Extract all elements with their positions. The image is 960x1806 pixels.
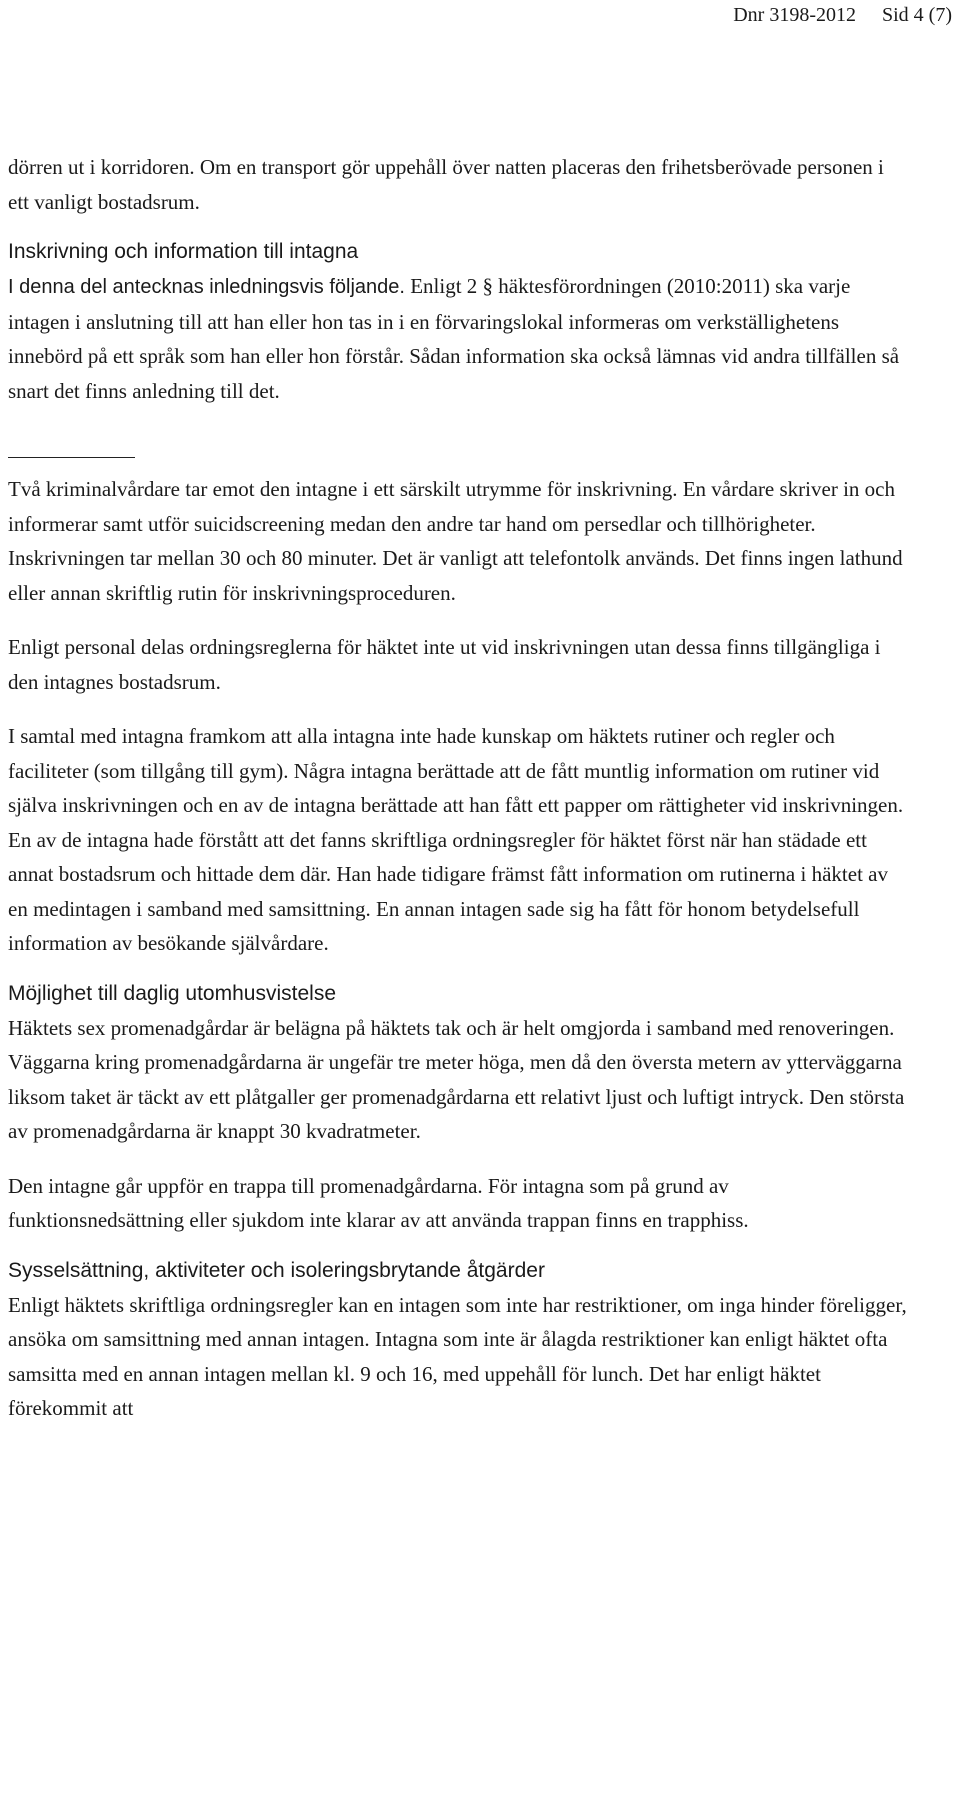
- document-body: [8, 150, 908, 1426]
- intro-paragraph: dörren ut i korridoren. Om en transport gör uppehåll över natten placeras den frihetsberövade personen i ett vanligt bostadsrum.: [8, 155, 884, 214]
- section-heading-inskrivning: Inskrivning och information till intagna: [8, 240, 359, 263]
- body-paragraph-promenadgardar: Häktets sex promenadgårdar är belägna på häktets tak och är helt omgjorda i samband med renoveringen. Väggarna kring promenadgårdarna är ungefär tre meter höga, men då den översta metern av ytterväggarna liksom taket är täckt av ett plåtgaller ger promenadgårdarna ett relativt ljust och luftigt intryck. Den största av promenadgårdarna är knappt 30 kvadratmeter.: [8, 1015, 905, 1143]
- body-paragraph-trapphiss: Den intagne går uppför en trappa till promenadgårdarna. För intagna som på grund av funktionsnedsättning eller sjukdom inte klarar av att använda trappan finns en trapphiss.: [8, 1173, 749, 1232]
- inskrivning-lead: I denna del antecknas inledningsvis följande.: [8, 276, 405, 298]
- body-paragraph-inskrivning-process: Två kriminalvårdare tar emot den intagne i ett särskilt utrymme för inskrivning. En vårdare skriver in och informerar samt utför suicidscreening medan den andre tar hand om persedlar och tillhörigheter. Inskrivningen tar mellan 30 och 80 minuter. Det är vanligt att telefontolk används. Det finns ingen lathund eller annan skriftlig rutin för inskrivningsproceduren.: [8, 477, 903, 605]
- diary-number: Dnr 3198-2012: [733, 4, 856, 26]
- section-heading-utomhusvistelse: Möjlighet till daglig utomhusvistelse: [8, 981, 336, 1005]
- body-paragraph-samsittning: Enligt häktets skriftliga ordningsregler kan en intagen som inte har restriktioner, om inga hinder föreligger, ansöka om samsittning med annan intagen. Intagna som inte är ålagda restriktioner kan enligt häktet ofta samsitta med en annan intagen mellan kl. 9 och 16, med uppehåll för lunch. Det har enligt häktet förekommit att: [8, 1292, 907, 1420]
- section-heading-sysselsattning: Sysselsättning, aktiviteter och isoleringsbrytande åtgärder: [8, 1258, 545, 1282]
- body-paragraph-ordningsregler: Enligt personal delas ordningsreglerna för häktet inte ut vid inskrivningen utan dessa finns tillgängliga i den intagnes bostadsrum.: [8, 635, 881, 694]
- inskrivning-legal-paragraph: [8, 269, 908, 408]
- inskrivning-legal-text: Enligt 2 § häktesförordningen (2010:2011) ska varje intagen i anslutning till att han eller hon tas in i en förvaringslokal informeras om verkställighetens innebörd på ett språk som han eller hon förstår. Sådan information ska också lämnas vid andra tillfällen så snart det finns anledning till det.: [8, 274, 900, 403]
- page-number: Sid 4 (7): [882, 4, 952, 26]
- body-paragraph-samtal: I samtal med intagna framkom att alla intagna inte hade kunskap om häktets rutiner och regler och faciliteter (som tillgång till gym). Några intagna berättade att de fått muntlig information om rutiner vid själva inskrivningen och en av de intagna berättade att han fått ett papper om rättigheter vid inskrivningen. En av de intagna hade förstått att det fanns skriftliga ordningsregler för häktet först när han städade ett annat bostadsrum och hittade dem där. Han hade tidigare främst fått information om rutinerna i häktet av en medintagen i samband med samsittning. En annan intagen sade sig ha fått för honom betydelsefull information av besökande självårdare.: [8, 724, 904, 955]
- footnote-separator: [8, 457, 135, 458]
- page-header: [733, 0, 952, 30]
